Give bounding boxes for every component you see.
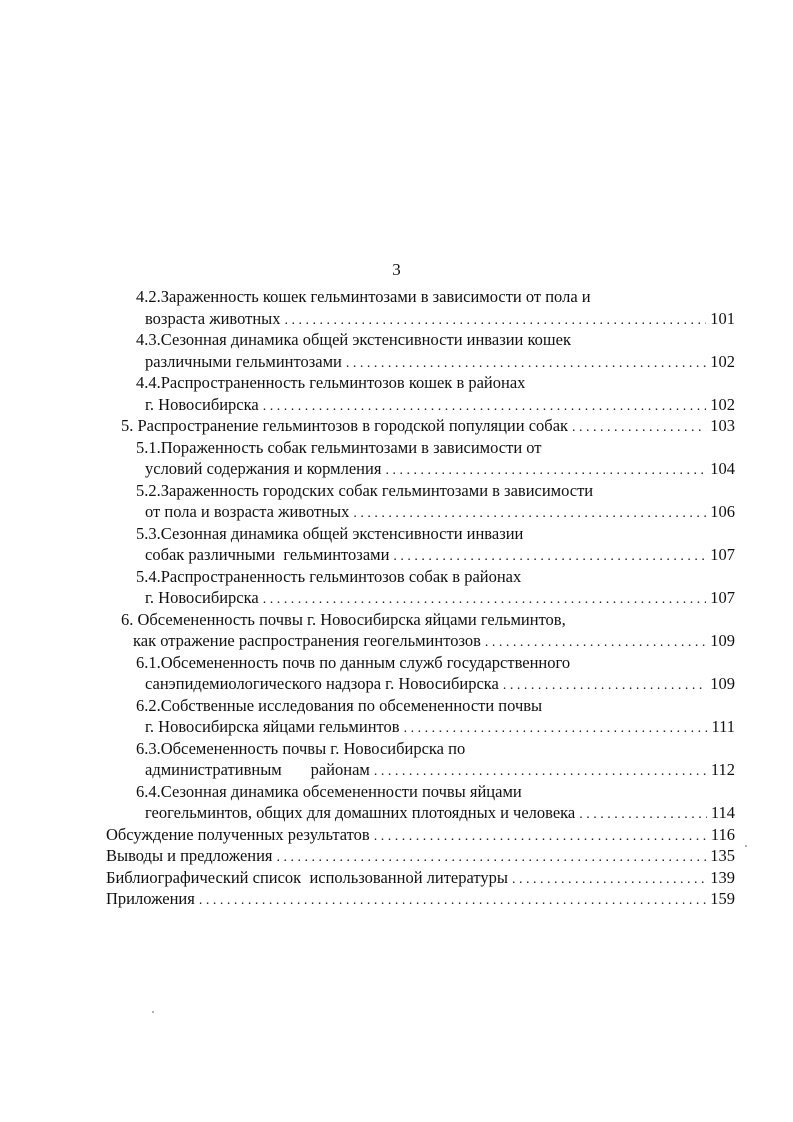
toc-entry-4-4 bbox=[136, 372, 525, 393]
toc-entry-4-3-cont bbox=[145, 351, 735, 372]
toc-page-number: 109 bbox=[710, 674, 735, 693]
toc-page-number: 109 bbox=[710, 631, 735, 650]
toc-entry-text: санэпидемиологического надзора г. Новосибирска bbox=[145, 674, 499, 693]
toc-entry-text: 6.1.Обсемененность почв по данным служб государственного bbox=[136, 653, 571, 672]
toc-entry-text: Выводы и предложения bbox=[106, 846, 273, 865]
toc-entry-text: возраста животных bbox=[145, 309, 281, 328]
toc-entry-text: 6.2.Собственные исследования по обсемененности почвы bbox=[136, 696, 543, 715]
toc-page-number: 107 bbox=[710, 588, 735, 607]
toc-page-number: 112 bbox=[710, 760, 735, 779]
dot-leader bbox=[512, 869, 706, 890]
toc-entry-bibliography bbox=[106, 867, 735, 888]
toc-entry-text: 6.3.Обсемененность почвы г. Новосибирска по bbox=[136, 739, 466, 758]
dot-leader bbox=[485, 632, 706, 653]
toc-entry-4-2 bbox=[136, 286, 591, 307]
toc-entry-text: геогельминтов, общих для домашних плотоядных и человека bbox=[145, 803, 576, 822]
toc-entry-4-2-cont bbox=[145, 308, 735, 329]
page-number: 3 bbox=[392, 260, 401, 279]
toc-page-number: 106 bbox=[710, 502, 735, 521]
toc-entry-text: 4.2.Зараженность кошек гельминтозами в зависимости от пола и bbox=[136, 287, 591, 306]
toc-entry-5-3 bbox=[136, 523, 523, 544]
toc-entry-text: г. Новосибирска bbox=[145, 588, 259, 607]
dot-leader bbox=[404, 718, 708, 739]
dot-leader bbox=[199, 890, 706, 911]
toc-entry-text: различными гельминтозами bbox=[145, 352, 342, 371]
dot-leader bbox=[263, 396, 707, 417]
scan-speck bbox=[152, 1011, 154, 1013]
toc-entry-conclusions bbox=[106, 845, 735, 866]
dot-leader bbox=[393, 546, 706, 567]
toc-entry-discussion bbox=[106, 824, 735, 845]
toc-entry-6-2 bbox=[136, 695, 542, 716]
toc-entry-6-1-cont bbox=[145, 673, 735, 694]
toc-entry-5-1 bbox=[136, 437, 542, 458]
toc-entry-text: 5.2.Зараженность городских собак гельминтозами в зависимости bbox=[136, 481, 594, 500]
toc-entry-text: Библиографический список использованной литературы bbox=[106, 868, 508, 887]
dot-leader bbox=[374, 826, 707, 847]
scan-speck bbox=[745, 845, 747, 847]
dot-leader bbox=[263, 589, 707, 610]
toc-entry-5-2-cont bbox=[145, 501, 735, 522]
toc-page-number: 104 bbox=[710, 459, 735, 478]
toc-entry-6-4-cont bbox=[145, 802, 735, 823]
toc-entry-5-2 bbox=[136, 480, 593, 501]
toc-page-number: 101 bbox=[710, 309, 735, 328]
toc-entry-text: 6.4.Сезонная динамика обсемененности почвы яйцами bbox=[136, 782, 522, 801]
toc-entry-5-1-cont bbox=[145, 458, 735, 479]
toc-entry-text: 5. Распространение гельминтозов в городской популяции собак bbox=[121, 416, 569, 435]
toc-entry-5 bbox=[121, 415, 735, 436]
toc-entry-6-cont bbox=[133, 630, 735, 651]
toc-page-number: 102 bbox=[710, 395, 735, 414]
toc-entry-text: условий содержания и кормления bbox=[145, 459, 382, 478]
toc-entry-4-3 bbox=[136, 329, 571, 350]
toc-entry-5-4 bbox=[136, 566, 521, 587]
toc-entry-text: собак различными гельминтозами bbox=[145, 545, 390, 564]
toc-page-number: 139 bbox=[710, 868, 735, 887]
toc-entry-text: 6. Обсемененность почвы г. Новосибирска яйцами гельминтов, bbox=[121, 610, 566, 629]
toc-entry-6-3 bbox=[136, 738, 465, 759]
dot-leader bbox=[385, 460, 706, 481]
toc-entry-text: 4.3.Сезонная динамика общей экстенсивности инвазии кошек bbox=[136, 330, 571, 349]
toc-page-number: 159 bbox=[710, 889, 735, 908]
toc-entry-6-2-cont bbox=[145, 716, 735, 737]
toc-page-number: 135 bbox=[710, 846, 735, 865]
toc-entry-text: административным районам bbox=[145, 760, 370, 779]
toc-entry-6-1 bbox=[136, 652, 570, 673]
toc-page-number: 103 bbox=[710, 416, 735, 435]
toc-entry-text: 4.4.Распространенность гельминтозов кошек в районах bbox=[136, 373, 526, 392]
toc-entry-text: Приложения bbox=[106, 889, 195, 908]
dot-leader bbox=[353, 503, 706, 524]
toc-entry-text: 5.1.Пораженность собак гельминтозами в зависимости от bbox=[136, 438, 542, 457]
dot-leader bbox=[277, 847, 707, 868]
toc-entry-text: 5.4.Распространенность гельминтозов собак в районах bbox=[136, 567, 522, 586]
toc-page-number: 114 bbox=[710, 803, 735, 822]
toc-page-number: 116 bbox=[710, 825, 735, 844]
dot-leader bbox=[503, 675, 706, 696]
toc-entry-4-4-cont bbox=[145, 394, 735, 415]
dot-leader bbox=[285, 310, 707, 331]
toc-entry-6-3-cont bbox=[145, 759, 735, 780]
toc-entry-text: г. Новосибирска яйцами гельминтов bbox=[145, 717, 400, 736]
dot-leader bbox=[346, 353, 706, 374]
toc-entry-5-3-cont bbox=[145, 544, 735, 565]
toc-page-number: 107 bbox=[710, 545, 735, 564]
toc-entry-text: г. Новосибирска bbox=[145, 395, 259, 414]
toc-page-number: 111 bbox=[711, 717, 735, 736]
toc-page-number: 102 bbox=[710, 352, 735, 371]
toc-entry-appendices bbox=[106, 888, 735, 909]
toc-entry-5-4-cont bbox=[145, 587, 735, 608]
dot-leader bbox=[374, 761, 707, 782]
toc-entry-6 bbox=[121, 609, 566, 630]
dot-leader bbox=[579, 804, 707, 825]
toc-entry-text: 5.3.Сезонная динамика общей экстенсивности инвазии bbox=[136, 524, 524, 543]
dot-leader bbox=[572, 417, 706, 438]
toc-entry-6-4 bbox=[136, 781, 522, 802]
toc-entry-text: Обсуждение полученных результатов bbox=[106, 825, 370, 844]
toc-entry-text: как отражение распространения геогельминтозов bbox=[133, 631, 481, 650]
toc-entry-text: от пола и возраста животных bbox=[145, 502, 350, 521]
